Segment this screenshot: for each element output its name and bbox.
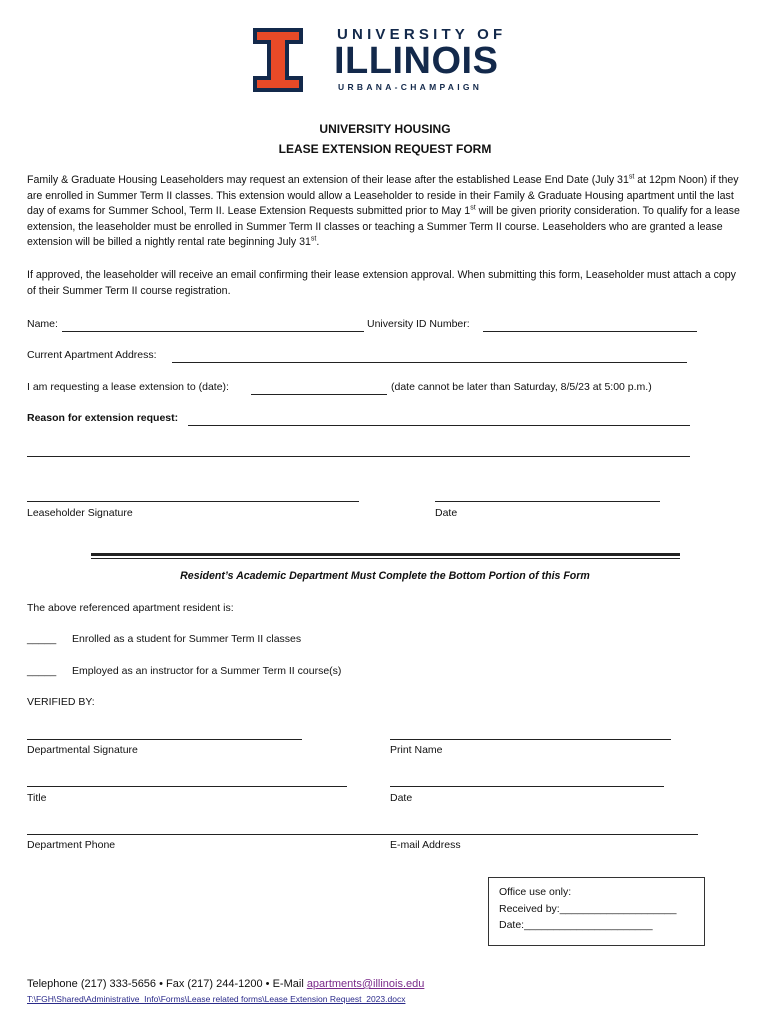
- department-intro: The above referenced apartment resident is:: [27, 602, 234, 614]
- page-title-form: LEASE EXTENSION REQUEST FORM: [278, 142, 492, 156]
- section-divider-thin: [91, 558, 680, 559]
- departmental-signature-field[interactable]: [27, 739, 302, 740]
- employed-checkbox-blank[interactable]: _____: [27, 665, 57, 677]
- leaseholder-signature-label: Leaseholder Signature: [27, 507, 133, 519]
- reason-field-line-2[interactable]: [27, 456, 690, 457]
- extension-date-label: I am requesting a lease extension to (date):: [27, 381, 229, 393]
- reason-label: Reason for extension request:: [27, 412, 179, 424]
- department-date-label: Date: [390, 792, 413, 804]
- office-date-field[interactable]: Date:______________________: [499, 919, 653, 931]
- file-path: T:\FGH\Shared\Administrative_Info\Forms\Lease related forms\Lease Extension Request_2023.docx: [27, 994, 406, 1004]
- extension-date-field[interactable]: [251, 394, 387, 395]
- intro-paragraph-1: Family & Graduate Housing Leaseholders may request an extension of their lease after the established Lease End Date (July 31st at 12pm Noon) if they are enrolled in Summer Term II classes. This extension would allow a Leaseholder to reside in their Family & Graduate Housing apartment until the last day of exams for Summer School, Term II. Lease Extension Requests submitted prior to May 1st will be given priority consideration. To qualify for a lease extension, the leaseholder must be enrolled in Summer Term II classes or teaching a Summer Term II course. Leaseholders who are granted a lease extension will be billed a nightly rental rate beginning July 31st.: [27, 173, 740, 249]
- employed-option-label: Employed as an instructor for a Summer Term II course(s): [72, 665, 342, 677]
- name-field[interactable]: [62, 331, 364, 332]
- logo-illinois: ILLINOIS: [334, 40, 499, 82]
- title-label: Title: [27, 792, 47, 804]
- footer-contact: Telephone (217) 333-5656 • Fax (217) 244-1200 • E-Mail apartments@illinois.edu: [27, 978, 425, 990]
- verified-by-label: VERIFIED BY:: [27, 696, 95, 708]
- page-title-housing: UNIVERSITY HOUSING: [319, 122, 451, 136]
- extension-date-note: (date cannot be later than Saturday, 8/5/23 at 5:00 p.m.): [391, 381, 652, 393]
- leaseholder-signature-field[interactable]: [27, 501, 359, 502]
- title-field[interactable]: [27, 786, 347, 787]
- university-id-label: University ID Number:: [367, 318, 470, 330]
- leaseholder-date-field[interactable]: [435, 501, 660, 502]
- received-by-field[interactable]: Received by:____________________: [499, 903, 677, 915]
- department-section-heading: Resident’s Academic Department Must Complete the Bottom Portion of this Form: [180, 570, 590, 582]
- illinois-block-i-logo-icon: [253, 28, 303, 92]
- section-divider: [91, 553, 680, 556]
- print-name-label: Print Name: [390, 744, 443, 756]
- department-phone-label: Department Phone: [27, 839, 116, 851]
- email-link[interactable]: apartments@illinois.edu: [306, 978, 425, 990]
- leaseholder-date-label: Date: [435, 507, 458, 519]
- email-address-label: E-mail Address: [390, 839, 461, 851]
- enrolled-option-label: Enrolled as a student for Summer Term II classes: [72, 633, 302, 645]
- departmental-signature-label: Departmental Signature: [27, 744, 138, 756]
- office-use-box: [488, 877, 705, 946]
- logo-urbana-champaign: URBANA-CHAMPAIGN: [338, 82, 483, 92]
- office-use-label: Office use only:: [499, 886, 572, 898]
- address-label: Current Apartment Address:: [27, 349, 157, 361]
- department-date-field[interactable]: [390, 786, 664, 787]
- print-name-field[interactable]: [390, 739, 671, 740]
- university-id-field[interactable]: [483, 331, 697, 332]
- address-field[interactable]: [172, 362, 687, 363]
- enrolled-checkbox-blank[interactable]: _____: [27, 633, 57, 645]
- intro-paragraph-2: If approved, the leaseholder will receive an email confirming their lease extension approval. When submitting this form, Leaseholder must attach a copy of their Summer Term II course registration.: [27, 269, 736, 297]
- logo-university-of: UNIVERSITY OF: [337, 26, 507, 43]
- name-label: Name:: [27, 318, 58, 330]
- reason-field-line-1[interactable]: [188, 425, 690, 426]
- phone-email-field[interactable]: [27, 834, 698, 835]
